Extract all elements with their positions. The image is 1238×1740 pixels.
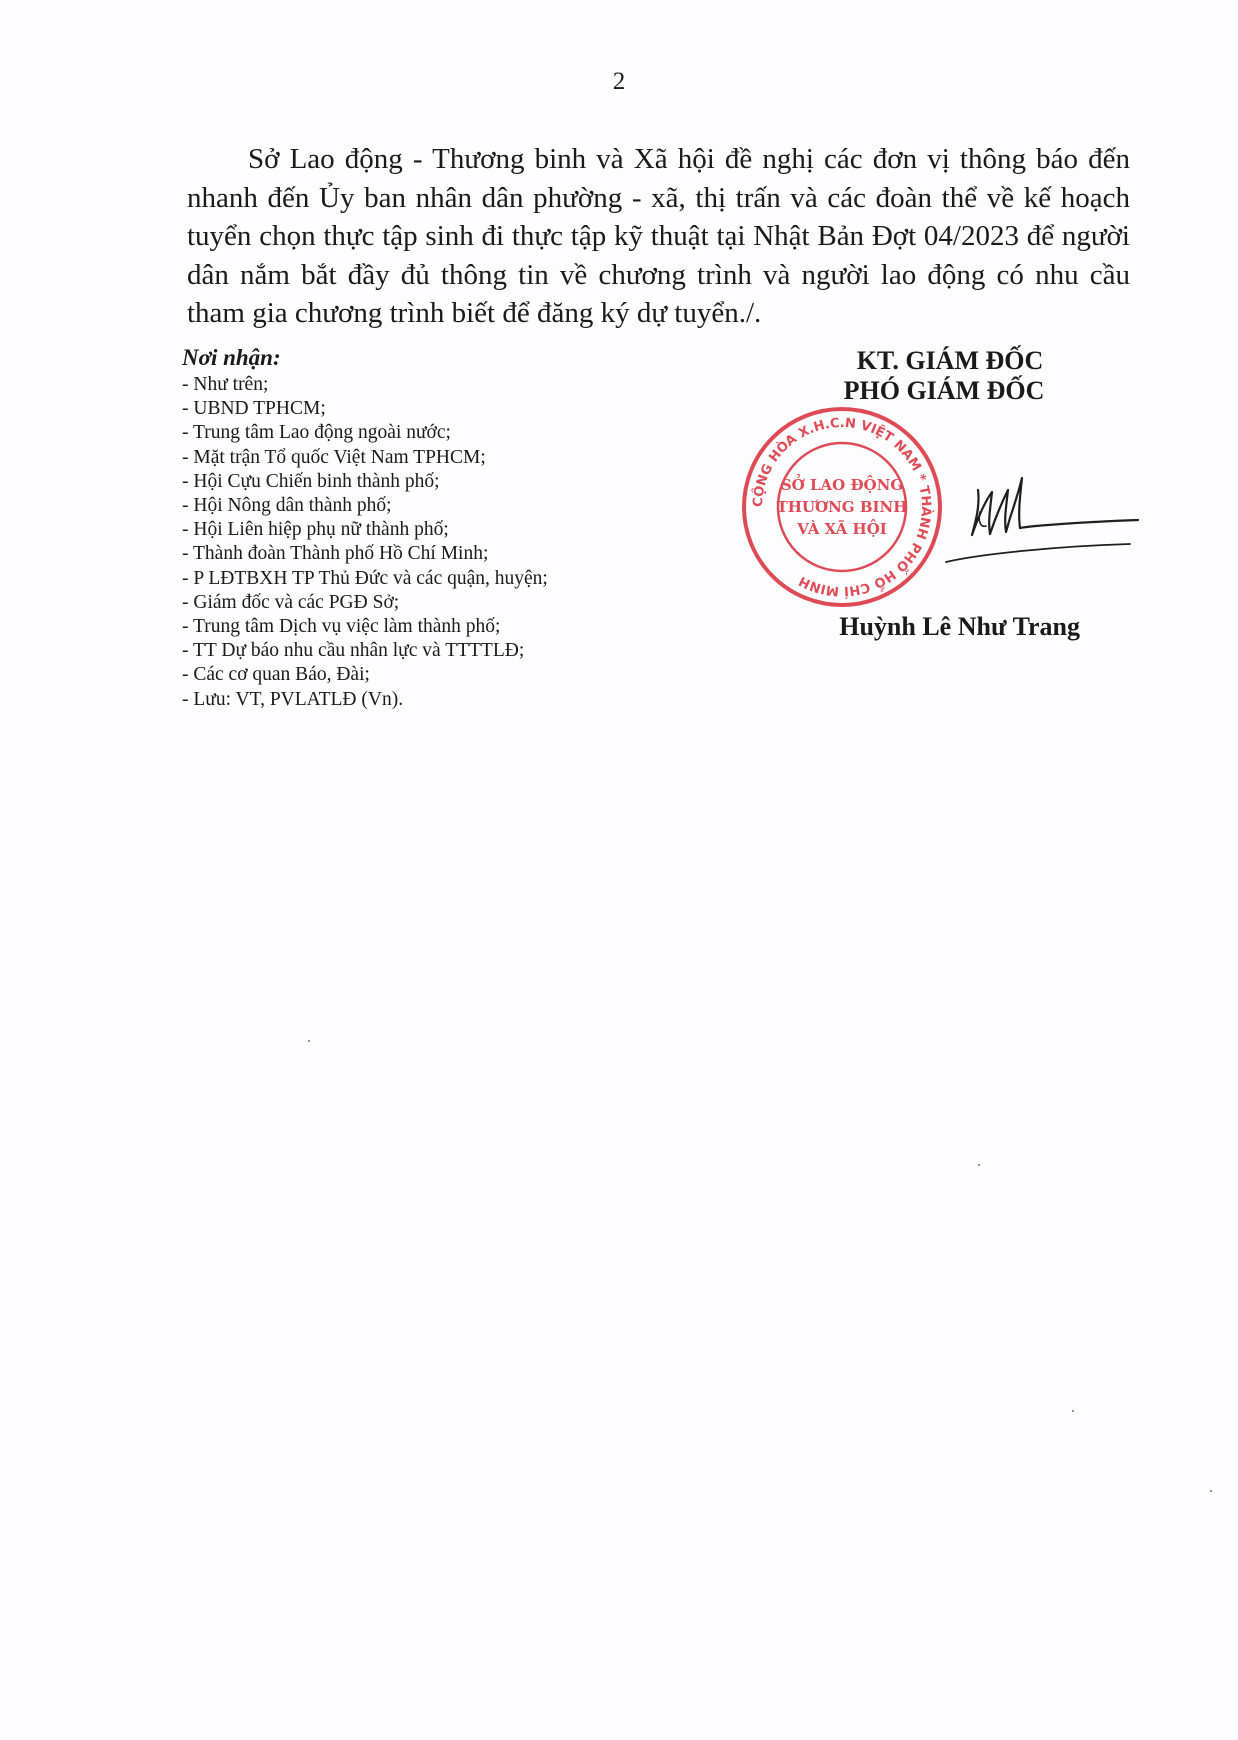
signer-name: Huỳnh Lê Như Trang [839, 612, 1080, 641]
signature-title-line1: KT. GIÁM ĐỐC [856, 346, 1044, 375]
handwritten-signature [830, 460, 1150, 580]
body-paragraph: Sở Lao động - Thương binh và Xã hội đề nghị các đơn vị thông báo đến nhanh đến Ủy ban nhân dân phường - xã, thị trấn và các đoàn thể về kế hoạch tuyển chọn thực tập sinh đi thực tập kỹ thuật tại Nhật Bản Đợt 04/2023 để người dân nắm bắt đầy đủ thông tin về chương trình và người lao động có nhu cầu tham gia chương trình biết để đăng ký dự tuyển./. [187, 143, 1130, 329]
recipient-item: - Trung tâm Lao động ngoài nước; [182, 422, 451, 444]
recipient-item: - Các cơ quan Báo, Đài; [182, 664, 370, 686]
seal-inner-line2: THƯƠNG BINH [776, 498, 908, 516]
seal-inner-line3: VÀ XÃ HỘI [797, 520, 887, 538]
recipient-item: - Hội Liên hiệp phụ nữ thành phố; [182, 519, 449, 541]
seal-inner-line1: SỞ LAO ĐỘNG [780, 476, 904, 494]
recipient-item: - Thành đoàn Thành phố Hồ Chí Minh; [182, 543, 489, 565]
page-number: 2 [612, 68, 626, 95]
recipient-item: - Hội Nông dân thành phố; [182, 495, 392, 517]
signature-title-line2: PHÓ GIÁM ĐỐC [843, 376, 1045, 405]
recipient-item: - UBND TPHCM; [182, 398, 326, 420]
scan-speck [1210, 1490, 1212, 1492]
recipient-item: - Mặt trận Tổ quốc Việt Nam TPHCM; [182, 446, 486, 468]
recipient-item: - Như trên; [182, 374, 269, 395]
recipient-item: - Giám đốc và các PGĐ Sở; [182, 591, 400, 613]
recipient-item: - Trung tâm Dịch vụ việc làm thành phố; [182, 616, 501, 638]
scan-speck [1072, 1410, 1074, 1412]
recipients-heading: Nơi nhận: [182, 345, 281, 370]
seal-ring-text: CỘNG HÒA X.H.C.N VIỆT NAM * THÀNH PHỐ HỒ CHÍ MINH [750, 415, 934, 599]
scan-speck [978, 1164, 980, 1166]
signature-block [750, 340, 1200, 660]
recipient-item: - P LĐTBXH TP Thủ Đức và các quận, huyện; [182, 567, 548, 589]
recipient-item: - Lưu: VT, PVLATLĐ (Vn). [182, 688, 404, 710]
recipient-item: - TT Dự báo nhu cầu nhân lực và TTTTLĐ; [182, 640, 525, 662]
recipient-item: - Hội Cựu Chiến binh thành phố; [182, 470, 440, 492]
scan-speck [308, 1040, 310, 1042]
recipients-section [182, 345, 742, 712]
recipients-list [182, 373, 742, 712]
